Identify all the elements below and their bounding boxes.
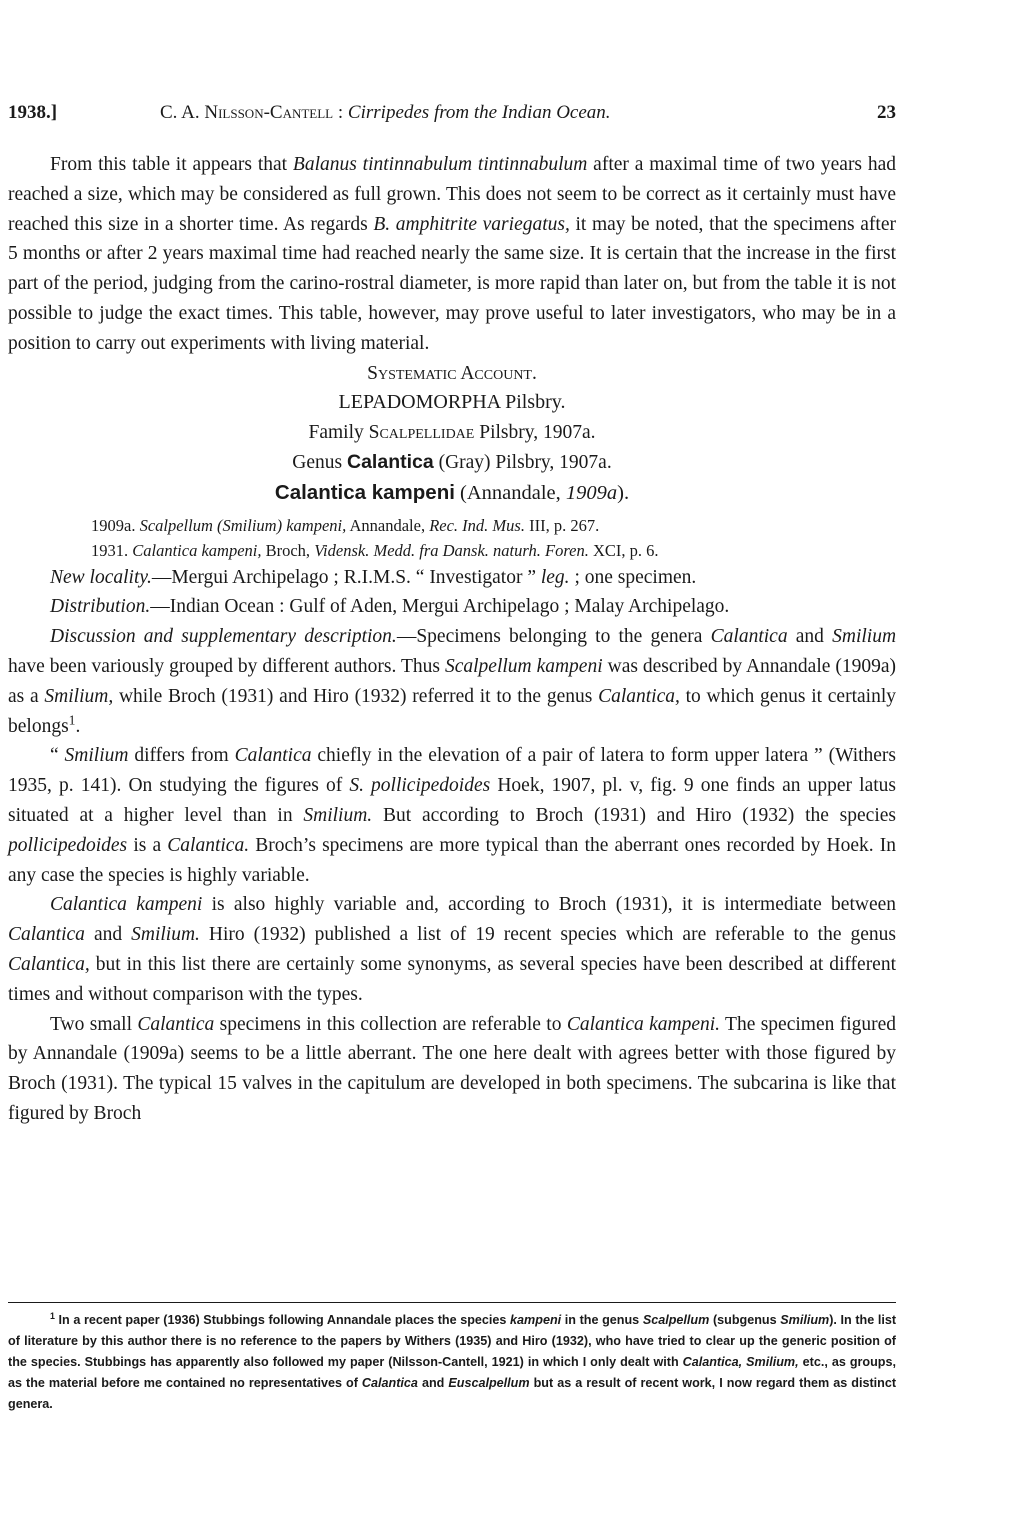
variability-text: is also highly variable and, according to Broch (1931), it is intermediate between	[211, 894, 896, 916]
locality-text-2: ; one specimen.	[574, 566, 697, 588]
quote-paragraph	[8, 741, 896, 890]
synonymy-location: III, p. 267.	[529, 515, 600, 535]
quote-text: is a	[133, 834, 162, 856]
genus-ref: Calantica	[8, 924, 85, 946]
variability-text: Hiro (1932) published a list of 19 recent species which are referable to the genus	[208, 924, 897, 946]
discussion-paragraph	[8, 622, 896, 741]
intro-species-2: B. amphitrite variegatus,	[373, 213, 570, 235]
synonymy-entry	[91, 538, 896, 563]
footnote-text: ). In the list of literature by this author there is no reference to the papers by Withers (1935) and Hiro (1932), who have tried to clear up the generic position of the species. Stubbings has apparently also followed my paper (Nilsson-Cantell, 1921) in which I only dealt with	[8, 1313, 897, 1369]
synonymy-publication: Rec. Ind. Mus.	[429, 515, 525, 535]
footnote-text: but as a result of recent work, I now regard them as distinct genera.	[8, 1376, 897, 1411]
discussion-text: to which genus it certainly belongs	[8, 685, 896, 737]
synonymy-year: 1909a.	[91, 515, 136, 535]
specimens-text: The specimen figured by Annandale (1909a) seems to be a little aberrant. The one here dealt with agrees better with those figured by Broch (1931). The typical 15 valves in the capitulum are developed in both specimens. The subcarina is like that figured by Broch	[8, 1013, 897, 1124]
intro-text-3: it may be noted, that the specimens after 5 months or after 2 years maximal time had reached nearly the same size. It is certain that the increase in the first part of the period, judging from the carino-rostral diameter, is more rapid than later on, but from the table it is not possible to judge the exact times. This table, however, may prove useful to later investigators, who may be in a position to carry out experiments with living material.	[8, 213, 896, 354]
quote-text: Hoek, 1907, pl. v, fig. 9 one finds an upper latus situated at a higher level than in	[8, 775, 896, 826]
header-author-initials: C. A.	[160, 102, 200, 123]
footnote-text: and	[421, 1376, 445, 1390]
genus-ref: Calantica.	[167, 834, 250, 856]
footnote-italic: kampeni	[510, 1313, 562, 1327]
synonymy-taxon: Scalpellum (Smilium) kampeni,	[139, 515, 347, 535]
variability-text: and	[93, 924, 123, 946]
synonymy-entry	[91, 513, 896, 538]
intro-text-2: after a maximal time of two years had reached a size, which may be considered as full grown. This does not seem to be correct as it certainly must have reached this size in a shorter time. As regards	[8, 154, 897, 235]
genus-ref: Calantica,	[598, 685, 680, 707]
species-ref: pollicipedoides	[8, 834, 128, 856]
page-number: 23	[877, 102, 896, 123]
specimens-text: Two small	[50, 1013, 132, 1035]
synonymy-location: XCI, p. 6.	[592, 540, 659, 560]
discussion-label: Discussion and supplementary description.	[50, 626, 397, 648]
specimens-paragraph	[8, 1010, 896, 1129]
family-prefix: Family	[308, 422, 364, 444]
synonymy-publication: Vidensk. Medd. fra Dansk. naturh. Foren.	[314, 540, 589, 560]
species-name: Calantica kampeni	[274, 480, 455, 504]
section-heading-systematic: Systematic Account.	[367, 362, 537, 384]
footnote-italic: Calantica, Smilium,	[682, 1355, 799, 1369]
intro-text-1: From this table it appears that	[50, 154, 288, 175]
footnotes	[8, 1310, 896, 1415]
footnote-italic: Euscalpellum	[448, 1376, 530, 1390]
discussion-text: .	[75, 715, 81, 737]
footnote-reference[interactable]: 1	[68, 712, 76, 728]
footnote-number: 1	[50, 1310, 55, 1321]
header-title: Cirripedes from the Indian Ocean.	[347, 102, 611, 123]
species-authority: (Annandale,	[460, 481, 561, 504]
genus-ref: Calantica,	[8, 953, 90, 975]
variability-paragraph	[8, 890, 896, 1009]
quote-text: differs from	[134, 745, 229, 767]
genus-ref: Smilium	[832, 626, 897, 648]
family-heading	[8, 418, 896, 448]
quote-text: Broch’s specimens are more typical than the aberrant ones recorded by Hoek. In any case the species is highly variable.	[8, 834, 897, 886]
footnote-italic: Calantica	[361, 1376, 418, 1390]
locality-paragraph	[8, 563, 896, 593]
species-ref: Calantica kampeni.	[566, 1013, 721, 1035]
footnote-text: (subgenus	[712, 1313, 777, 1327]
species-ref: Scalpellum kampeni	[444, 655, 603, 677]
species-ref: S. pollicipedoides	[349, 775, 491, 797]
discussion-text: have been variously grouped by different authors. Thus	[8, 655, 440, 677]
genus-ref: Smilium.	[131, 924, 200, 946]
intro-species-1: Balanus tintinnabulum tintinnabulum	[292, 154, 588, 175]
header-author-surname: Nilsson-Cantell	[204, 102, 334, 123]
species-year: 1909a	[565, 481, 618, 504]
discussion-text: —Specimens belonging to the genera	[396, 626, 703, 648]
genus-name: Calantica	[347, 450, 434, 473]
genus-ref: Smilium.	[303, 804, 373, 826]
intro-paragraph	[8, 150, 896, 359]
genus-ref: Calantica	[710, 626, 788, 648]
footnote-1	[8, 1310, 896, 1415]
quote-text: chiefly in the elevation of a pair of latera to form upper latera ” (Withers 1935, p. 141). On studying the figures of	[8, 745, 897, 797]
footnote-text: in the genus	[564, 1313, 640, 1327]
genus-heading	[8, 448, 896, 478]
family-name: Scalpellidae	[368, 422, 475, 444]
discussion-text: and	[795, 626, 824, 648]
locality-leg: leg.	[540, 566, 570, 588]
genus-prefix: Genus	[292, 451, 343, 473]
synonymy-taxon: Calantica kampeni,	[132, 540, 262, 560]
genus-ref: Calantica	[137, 1013, 215, 1035]
locality-label: New locality.	[50, 566, 152, 588]
distribution-text: —Indian Ocean : Gulf of Aden, Mergui Archipelago ; Malay Archipelago.	[150, 596, 730, 618]
synonymy-year: 1931.	[91, 540, 129, 560]
discussion-text: was described by Annandale (1909a) as a	[8, 655, 897, 707]
footnote-text: In a recent paper (1936) Stubbings following Annandale places the species	[58, 1313, 507, 1327]
header-year: 1938.]	[8, 102, 58, 123]
running-header	[8, 102, 896, 128]
species-paren-close: ).	[617, 481, 630, 504]
open-quote: “	[50, 745, 59, 767]
footnote-text: etc., as groups, as the material before me contained no representatives of	[8, 1355, 896, 1390]
synonymy-author: Annandale,	[349, 515, 426, 535]
genus-ref: Smilium,	[44, 685, 114, 707]
body-text	[8, 150, 896, 1129]
discussion-text: while Broch (1931) and Hiro (1932) referred it to the genus	[118, 685, 593, 707]
family-authority: Pilsbry,	[479, 422, 539, 444]
genus-ref: Calantica	[234, 745, 312, 767]
quote-text: But according to Broch (1931) and Hiro (1932) the species	[382, 804, 896, 826]
header-citation	[160, 102, 611, 124]
genus-ref: Smilium	[64, 745, 129, 767]
header-separator: :	[337, 102, 344, 123]
species-heading	[8, 478, 896, 509]
locality-text: —Mergui Archipelago ; R.I.M.S. “ Investigator ”	[151, 566, 536, 588]
footnote-italic: Smilium	[780, 1313, 830, 1327]
genus-year: 1907a.	[559, 451, 612, 473]
specimens-text: specimens in this collection are referable to	[219, 1013, 562, 1035]
order-heading: LEPADOMORPHA Pilsbry.	[338, 391, 566, 414]
footnote-divider	[8, 1302, 896, 1303]
family-year: 1907a.	[542, 422, 596, 444]
footnote-italic: Scalpellum	[642, 1313, 710, 1327]
variability-text: but in this list there are certainly some synonyms, as several species have been described at different times and without comparison with the types.	[8, 953, 897, 1005]
distribution-paragraph	[8, 592, 896, 622]
synonymy-author: Broch,	[265, 540, 311, 560]
synonymy-list	[8, 513, 896, 563]
species-ref: Calantica kampeni	[50, 894, 203, 916]
genus-authority: (Gray) Pilsbry,	[438, 451, 555, 473]
distribution-label: Distribution.	[50, 596, 151, 618]
